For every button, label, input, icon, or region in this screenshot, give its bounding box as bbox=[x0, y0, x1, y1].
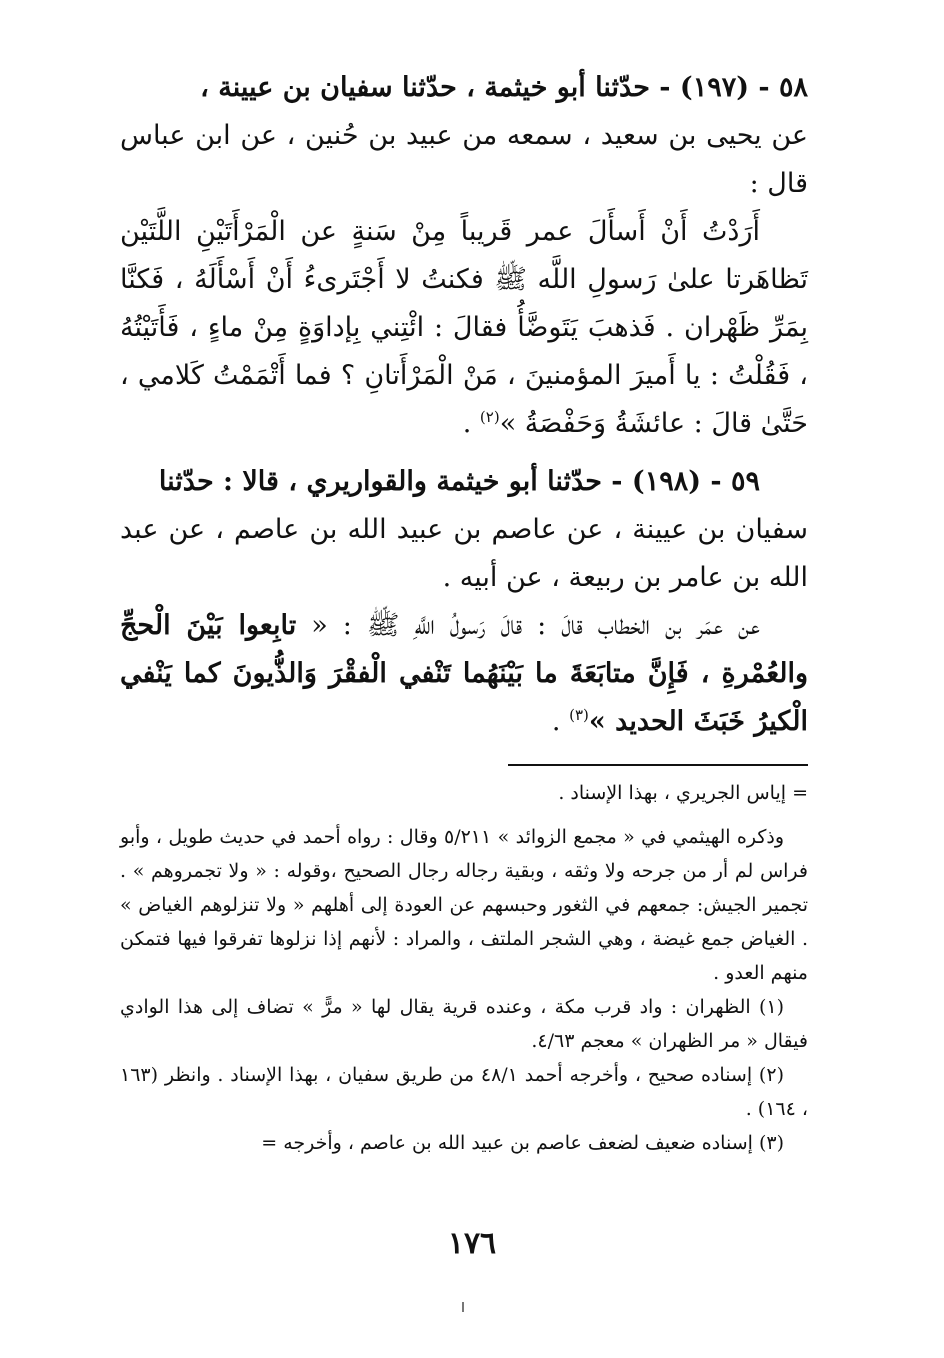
hadith-59-matn bbox=[120, 602, 808, 746]
footnote-3: (٣) إسناده ضعيف لضعف عاصم بن عبيد الله بن عاصم ، وأخرجه = bbox=[261, 1132, 784, 1154]
footnote-1: (١) الظهران : واد قرب مكة ، وعنده قرية يقال لها « مرًّ » تضاف إلى هذا الوادي فيقال « مر الظهران » معجم ٤/٦٣. bbox=[120, 996, 808, 1052]
main-text bbox=[120, 64, 808, 746]
hadith-59-end: . bbox=[551, 706, 570, 737]
hadith-58-matn-text: أَرَدْتُ أَنْ أَسأَلَ عمر قَريباً مِنْ سَنةٍ عن الْمَرْأَتَيْنِ اللَّتَيْن تَظاهَرتا علىٰ رَسولِ اللَّه ﷺ فكنتُ لا أَجْتَرىءُ أَنْ أَسْأَلَهُ ، فَكنَّا بِمَرِّ ظَهْران . فَذهبَ يَتَوضَّأُ فقالَ : ائْتِني بِإداوَةٍ مِنْ ماءٍ ، فَأَتَيْتُهُ ، فَقُلْتُ : يا أَميرَ المؤمنينَ ، مَنْ الْمَرْأَتانِ ؟ فما أَتْمَمْتُ كَلامي ، حَتَّىٰ قالَ : عائشَةُ وَحَفْصَةُ » bbox=[120, 216, 808, 439]
footnote-2: (٢) إسناده صحيح ، وأخرجه أحمد ٤٨/١ من طريق سفيان ، بهذا الإسناد . وانظر (١٦٣ ، ١٦٤) . bbox=[120, 1064, 808, 1120]
hadith-59-matn-intro: عن عمَر بن الخطاب قالَ : قالَ رَسولُ اللَّهِ ﷺ : « bbox=[311, 610, 760, 641]
scan-mark bbox=[462, 1302, 464, 1312]
footnotes bbox=[120, 776, 808, 1160]
hadith-58-header: ٥٨ - (١٩٧) - حدّثنا أبو خيثمة ، حدّثنا سفيان بن عيينة ، bbox=[200, 72, 808, 103]
footnote-divider bbox=[508, 764, 808, 766]
page-number: ١٧٦ bbox=[447, 1226, 497, 1261]
footnote-continuation-paragraph: وذكره الهيثمي في « مجمع الزوائد » ٥/٢١١ وقال : رواه أحمد في حديث طويل ، وأبو فراس لم أر من جرحه ولا وثقه ، وبقية رجاله رجال الصحيح ،وقوله : « ولا تجمروهم » . تجمير الجيش: جمعهم في الثغور وحبسهم عن العودة إلى أهلهم « ولا تنزلوهم الغياض » . الغياض جمع غيضة ، وهي الشجر الملتف ، والمراد : لأنهم إذا نزلوها تفرقوا فيها فتمكن منهم العدو . bbox=[120, 826, 808, 984]
hadith-59-isnad: سفيان بن عيينة ، عن عاصم بن عبيد الله بن عاصم ، عن عبد الله بن عامر بن ربيعة ، عن أبيه . bbox=[120, 514, 808, 593]
hadith-59-header: ٥٩ - (١٩٨) - حدّثنا أبو خيثمة والقواريري ، قالا : حدّثنا bbox=[158, 466, 760, 497]
footnote-ref-3: (٣) bbox=[569, 706, 589, 724]
footnote-ref-2: (٢) bbox=[479, 408, 500, 426]
hadith-58-isnad: عن يحيى بن سعيد ، سمعه من عبيد بن حُنين ، عن ابن عباس قال : bbox=[120, 120, 808, 199]
hadith-59-matn-bold: تابِعوا بَيْنَ الْحجِّ والعُمْرةِ ، فَإِنَّ متابَعَةَ ما بَيْنَهُما تَنْفي الْفقْرَ وَالذُّيونَ كما يَنْفي الْكيرُ خَبَثَ الحديد » bbox=[120, 610, 808, 737]
hadith-58-end: . bbox=[462, 408, 480, 439]
footnote-continuation-line: = إياس الجريري ، بهذا الإسناد . bbox=[558, 782, 808, 804]
hadith-58-matn bbox=[120, 208, 808, 448]
